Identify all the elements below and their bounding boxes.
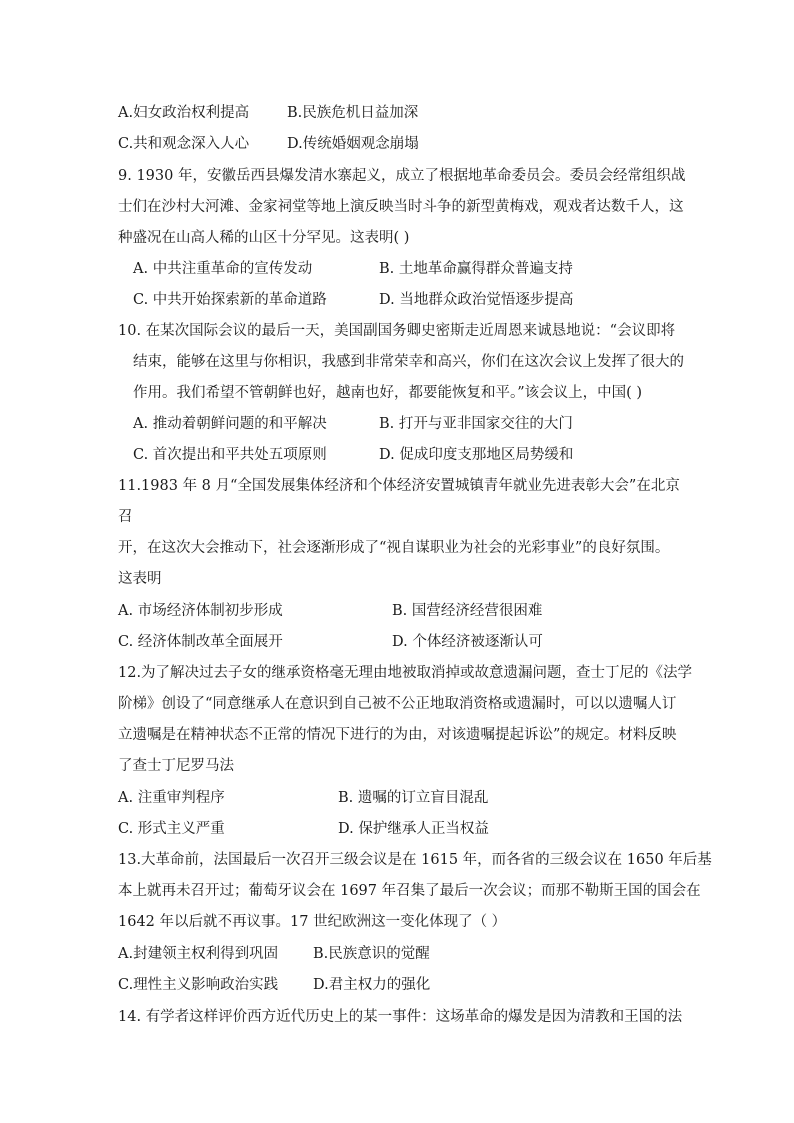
q9-option-b: B. 土地革命赢得群众普遍支持	[379, 261, 573, 277]
q13-stem-line-2: 本上就再未召开过；葡萄牙议会在 1697 年召集了最后一次会议；而那不勒斯王国的国会在	[118, 883, 701, 899]
q13-stem-line-3: 1642 年以后就不再议事。17 世纪欧洲这一变化体现了（ ）	[118, 914, 507, 930]
q10-stem-line-2: 结束，能够在这里与你相识，我感到非常荣幸和高兴，你们在这次会议上发挥了很大的	[133, 354, 684, 370]
q12-stem-line-2: 阶梯》创设了“同意继承人在意识到自己被不公正地取消资格或遗漏时，可以以遗嘱人订	[118, 696, 677, 712]
q11-stem-line-2: 召	[118, 509, 133, 525]
q10-option-a: A. 推动着朝鲜问题的和平解决	[133, 416, 327, 432]
q12-stem-line-3: 立遗嘱是在精神状态不正常的情况下进行的为由，对该遗嘱提起诉讼”的规定。材料反映	[118, 727, 677, 743]
q13-option-b: B.民族意识的觉醒	[313, 946, 430, 962]
q12-stem-line-1: 12.为了解决过去子女的继承资格毫无理由地被取消掉或故意遗漏问题，查士丁尼的《法学	[118, 665, 693, 681]
q10-option-d: D. 促成印度支那地区局势缓和	[379, 447, 574, 463]
q9-option-d: D. 当地群众政治觉悟逐步提高	[379, 292, 574, 308]
q12-option-d: D. 保护继承人正当权益	[338, 821, 489, 837]
q11-stem-line-3: 开，在这次大会推动下，社会逐渐形成了“视自谋职业为社会的光彩事业”的良好氛围。	[118, 540, 670, 556]
q10-option-b: B. 打开与亚非国家交往的大门	[379, 416, 573, 432]
q8-option-a: A.妇女政治权利提高	[118, 105, 250, 121]
q8-option-d: D.传统婚姻观念崩塌	[287, 136, 419, 152]
q12-stem-line-4: 了查士丁尼罗马法	[118, 758, 234, 774]
q12-option-b: B. 遗嘱的订立盲目混乱	[338, 790, 489, 806]
q9-stem-line-1: 9. 1930 年，安徽岳西县爆发清水寨起义，成立了根据地革命委员会。委员会经常组织战	[118, 168, 686, 184]
q8-option-c: C.共和观念深入人心	[118, 136, 250, 152]
q12-option-c: C. 形式主义严重	[118, 821, 225, 837]
q11-stem-line-4: 这表明	[118, 571, 162, 587]
q13-stem-line-1: 13.大革命前，法国最后一次召开三级会议是在 1615 年，而各省的三级会议在 1650 年后基	[118, 852, 712, 868]
q11-option-a: A. 市场经济体制初步形成	[118, 603, 283, 619]
q13-option-d: D.君主权力的强化	[313, 977, 431, 993]
q11-option-c: C. 经济体制改革全面展开	[118, 634, 283, 650]
q14-stem-line-1: 14. 有学者这样评价西方近代历史上的某一事件：这场革命的爆发是因为清教和王国的法	[118, 1009, 683, 1025]
q8-option-b: B.民族危机日益加深	[287, 105, 419, 121]
q13-option-a: A.封建领主权利得到巩固	[118, 946, 279, 962]
q10-stem-line-1: 10. 在某次国际会议的最后一天，美国副国务卿史密斯走近周恩来诚恳地说：“会议即将	[118, 323, 676, 339]
q12-option-a: A. 注重审判程序	[118, 790, 225, 806]
q11-stem-line-1: 11.1983 年 8 月“全国发展集体经济和个体经济安置城镇青年就业先进表彰大会”在北京	[118, 478, 680, 494]
q10-option-c: C. 首次提出和平共处五项原则	[133, 447, 327, 463]
q9-stem-line-2: 士们在沙村大河滩、金家祠堂等地上演反映当时斗争的新型黄梅戏，观戏者达数千人，这	[118, 199, 684, 215]
q9-option-c: C. 中共开始探索新的革命道路	[133, 292, 327, 308]
q10-stem-line-3: 作用。我们希望不管朝鲜也好，越南也好，都要能恢复和平。”该会议上，中国( )	[133, 385, 643, 401]
q11-option-b: B. 国营经济经营很困难	[392, 603, 543, 619]
q9-stem-line-3: 种盛况在山高人稀的山区十分罕见。这表明( )	[118, 230, 410, 246]
q13-option-c: C.理性主义影响政治实践	[118, 977, 279, 993]
q9-option-a: A. 中共注重革命的宣传发动	[133, 261, 313, 277]
q11-option-d: D. 个体经济被逐渐认可	[392, 634, 543, 650]
